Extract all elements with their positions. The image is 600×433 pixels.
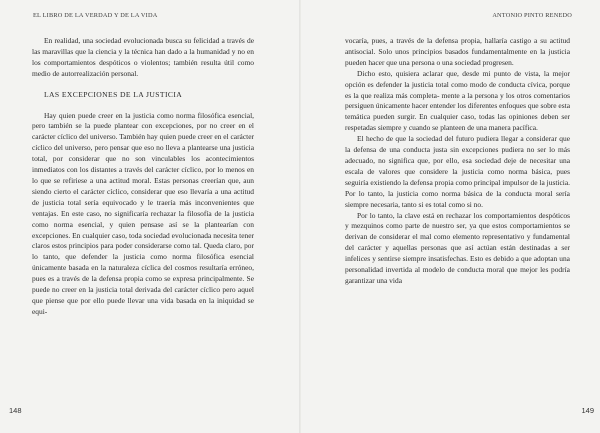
right-page-number: 149 <box>581 406 594 415</box>
right-text-block <box>345 36 570 287</box>
left-text-block <box>32 36 254 318</box>
left-page-number: 148 <box>9 406 22 415</box>
left-paragraph-1: En realidad, una sociedad evolucionada busca su felicidad a través de las maravillas que la ciencia y la técnica han dado a la humanidad y no en los comportamientos despóticos o violentos; también resulta útil como medio de autorrealización personal. <box>32 36 254 78</box>
right-paragraph-1: vocaría, pues, a través de la defensa propia, hallaría castigo a su actitud antisocial. Solo unos principios basados fundamentalmente en la justicia pueden hacer que una persona o una sociedad progresen. <box>345 36 570 67</box>
right-paragraph-2: Dicho esto, quisiera aclarar que, desde mi punto de vista, la mejor opción es defender la justicia total como modo de conducta cívica, porque es la que realiza más completa- mente a la persona y los otros comentarios persiguen únicamente hacer entender los diferentes enfoques que sobre esta temática pueden surgir. En cualquier caso, todas las opiniones deben ser respetadas siempre y cuando se planteen de una manera pacífica. <box>345 68 570 133</box>
left-paragraph-2: Hay quien puede creer en la justicia como norma filosófica esencial, pero también se la puede plantear con excepciones, por no creer en el carácter cíclico del universo. También hay quien puede creer en el carácter cíclico del universo, pero pensar que eso no lleva a plantearse una justicia total, por considerar que no son vinculables los acontecimientos inmediatos con los distantes a través del carácter cíclico, por lo menos en lo que se refiriese a una actitud moral. Estas personas creerían que, aun siendo cierto el carácter cíclico, considerar que eso llevaría a una actitud de justicia total sería equivocado y le traería más inconvenientes que ventajas. En este caso, no significaría rechazar la filosofía de la justicia como norma esencial, y quien pensase así se la plantearían con excepciones. En cualquier caso, toda sociedad evolucionada necesita tener claros estos principios para poder considerarse como tal. Queda claro, por lo tanto, que defender la justicia como norma filosófica esencial únicamente basada en la naturaleza cíclica del cosmos resultaría erróneo, pues es a través de la defensa propia como se expresa principalmente. Se puede no creer en la justicia total derivada del carácter cíclico pero aquel que piense que por ello puede llevar una vida basada en la iniquidad se equi- <box>32 110 254 316</box>
section-title: LAS EXCEPCIONES DE LA JUSTICIA <box>44 89 183 99</box>
left-running-head: EL LIBRO DE LA VERDAD Y DE LA VIDA <box>33 12 158 19</box>
right-page <box>300 0 600 433</box>
right-paragraph-3: El hecho de que la sociedad del futuro pudiera llegar a considerar que la defensa de una conducta justa sin excepciones pudiera no ser lo más adecuado, no significa que, por ello, esa sociedad deje de necesitar una escala de valores que considere la justicia como norma básica, pues seguiría existiendo la defensa propia como principal impulsor de la justicia. Por lo tanto, la justicia como norma básica de la conducta moral sería siempre necesaria, tanto si es total como si no. <box>345 134 570 209</box>
right-running-head: ANTONIO PINTO RENEDO <box>492 12 572 19</box>
right-paragraph-4: Por lo tanto, la clave está en rechazar los comportamientos despóticos y mezquinos como parte de nuestro ser, ya que estos comportamientos se derivan de considerar el mal como elemento representativo y fundamental del carácter y aquellas personas que así actúan están destinadas a ser infelices y sentirse siempre insatisfechas. Esto es debido a que adoptan una personalidad invertida al modelo de conducta moral que mejor les podría garantizar una vida <box>345 210 570 285</box>
